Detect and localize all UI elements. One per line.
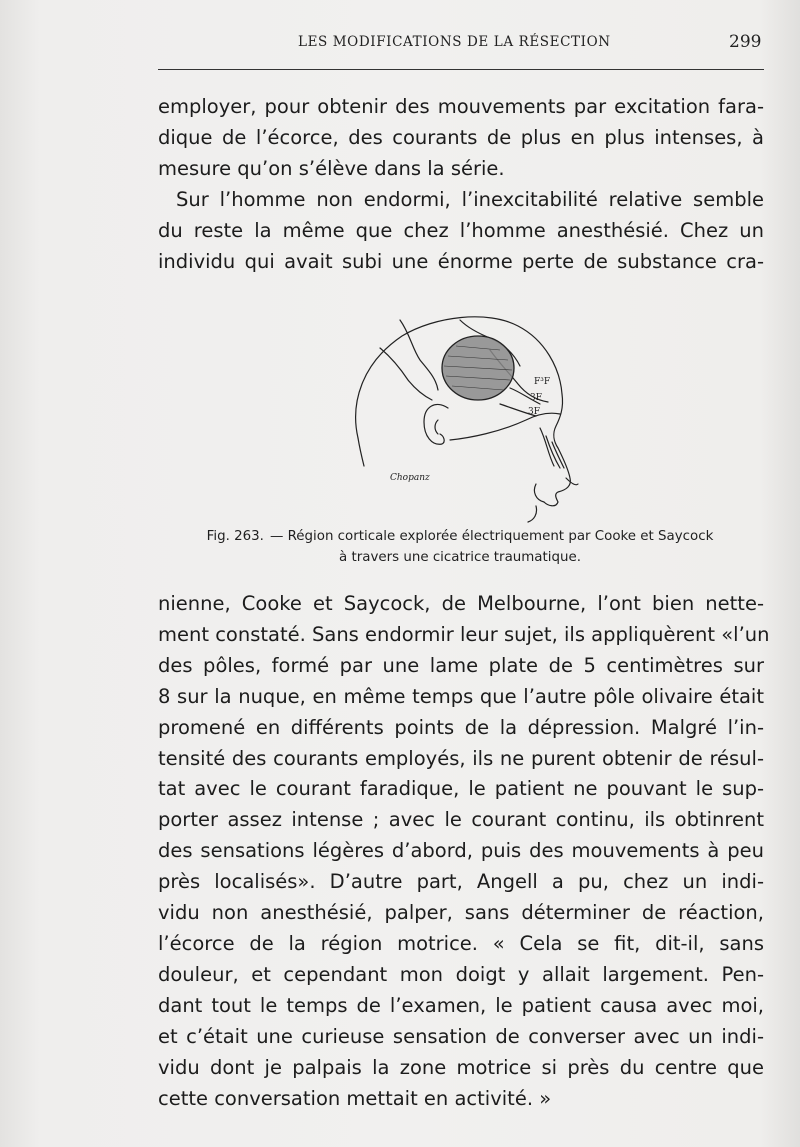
caption-line-1 <box>175 526 745 547</box>
paragraph-2 <box>158 185 764 278</box>
caption-text-1: — Région corticale explorée électriquement par Cooke et Saycock <box>269 529 714 544</box>
neck-line <box>358 438 364 466</box>
text-line: l’écorce de la région motrice. « Cela se fit, dit-il, sans <box>158 931 764 955</box>
label-f1: 3F <box>528 407 540 417</box>
running-head <box>0 30 800 60</box>
sulcus-line <box>380 348 432 400</box>
label-f3: F³F <box>534 377 551 387</box>
figure-head-drawing <box>340 308 580 528</box>
text-line: Sur l’homme non endormi, l’inexcitabilité relative semble <box>176 188 764 211</box>
text-line: mesure qu’on s’élève dans la série. <box>158 156 505 180</box>
text-line: employer, pour obtenir des mouvements par excitation fara- <box>158 95 764 118</box>
text-line: des sensations légères d’abord, puis des mouvements à peu <box>158 839 764 863</box>
head-sketch <box>340 308 580 528</box>
caption-label: Fig. 263. <box>206 529 264 544</box>
text-line: vidu dont je palpais la zone motrice si près du centre que <box>158 1055 764 1079</box>
paragraph-3 <box>158 589 770 1114</box>
text-line: tat avec le courant faradique, le patient ne pouvant le sup- <box>158 777 764 801</box>
ear-outline <box>424 404 448 444</box>
text-line: tensité des courants employés, ils ne purent obtenir de résul- <box>158 746 764 770</box>
sulcus-line <box>400 320 438 390</box>
text-line: du reste la même que chez l’homme anesthésié. Chez un <box>158 218 764 242</box>
figure-caption <box>175 526 745 568</box>
caption-line-2: à travers une cicatrice traumatique. <box>339 550 581 565</box>
text-line: près localisés». D’autre part, Angell a pu, chez un indi- <box>158 870 764 894</box>
text-line: des pôles, formé par une lame plate de 5 centimètres sur <box>158 653 764 677</box>
face-shading <box>540 428 554 466</box>
paragraph-1 <box>158 92 764 185</box>
text-line: nienne, Cooke et Saycock, de Melbourne, l’ont bien nette- <box>158 592 764 615</box>
text-line: et c’était une curieuse sensation de converser avec un indi- <box>158 1024 764 1048</box>
text-line: ment constaté. Sans endormir leur sujet, ils appliquèrent «l’un <box>158 622 770 646</box>
text-line: dant tout le temps de l’examen, le patient causa avec moi, <box>158 993 764 1017</box>
text-line: 8 sur la nuque, en même temps que l’autre pôle olivaire était <box>158 684 764 708</box>
text-line: dique de l’écorce, des courants de plus en plus intenses, à <box>158 125 764 149</box>
ear-inner <box>435 420 438 434</box>
artist-signature: Chopanz <box>390 473 430 483</box>
chin-line <box>528 506 537 522</box>
label-f2: 3F <box>530 393 542 403</box>
text-line: porter assez intense ; avec le courant continu, ils obtinrent <box>158 808 764 832</box>
page-number: 299 <box>729 32 762 52</box>
scar-region <box>442 336 514 400</box>
nostril-line <box>566 478 578 485</box>
text-line: vidu non anesthésié, palper, sans déterminer de réaction, <box>158 901 764 925</box>
text-line: cette conversation mettait en activité. » <box>158 1086 552 1110</box>
text-line: individu qui avait subi une énorme perte de substance cra- <box>158 249 764 273</box>
nose-line <box>534 484 544 502</box>
text-line: promené en différents points de la dépression. Malgré l’in- <box>158 715 764 739</box>
running-title: LES MODIFICATIONS DE LA RÉSECTION <box>298 34 611 50</box>
header-rule <box>158 69 764 70</box>
text-line: douleur, et cependant mon doigt y allait largement. Pen- <box>158 962 764 986</box>
